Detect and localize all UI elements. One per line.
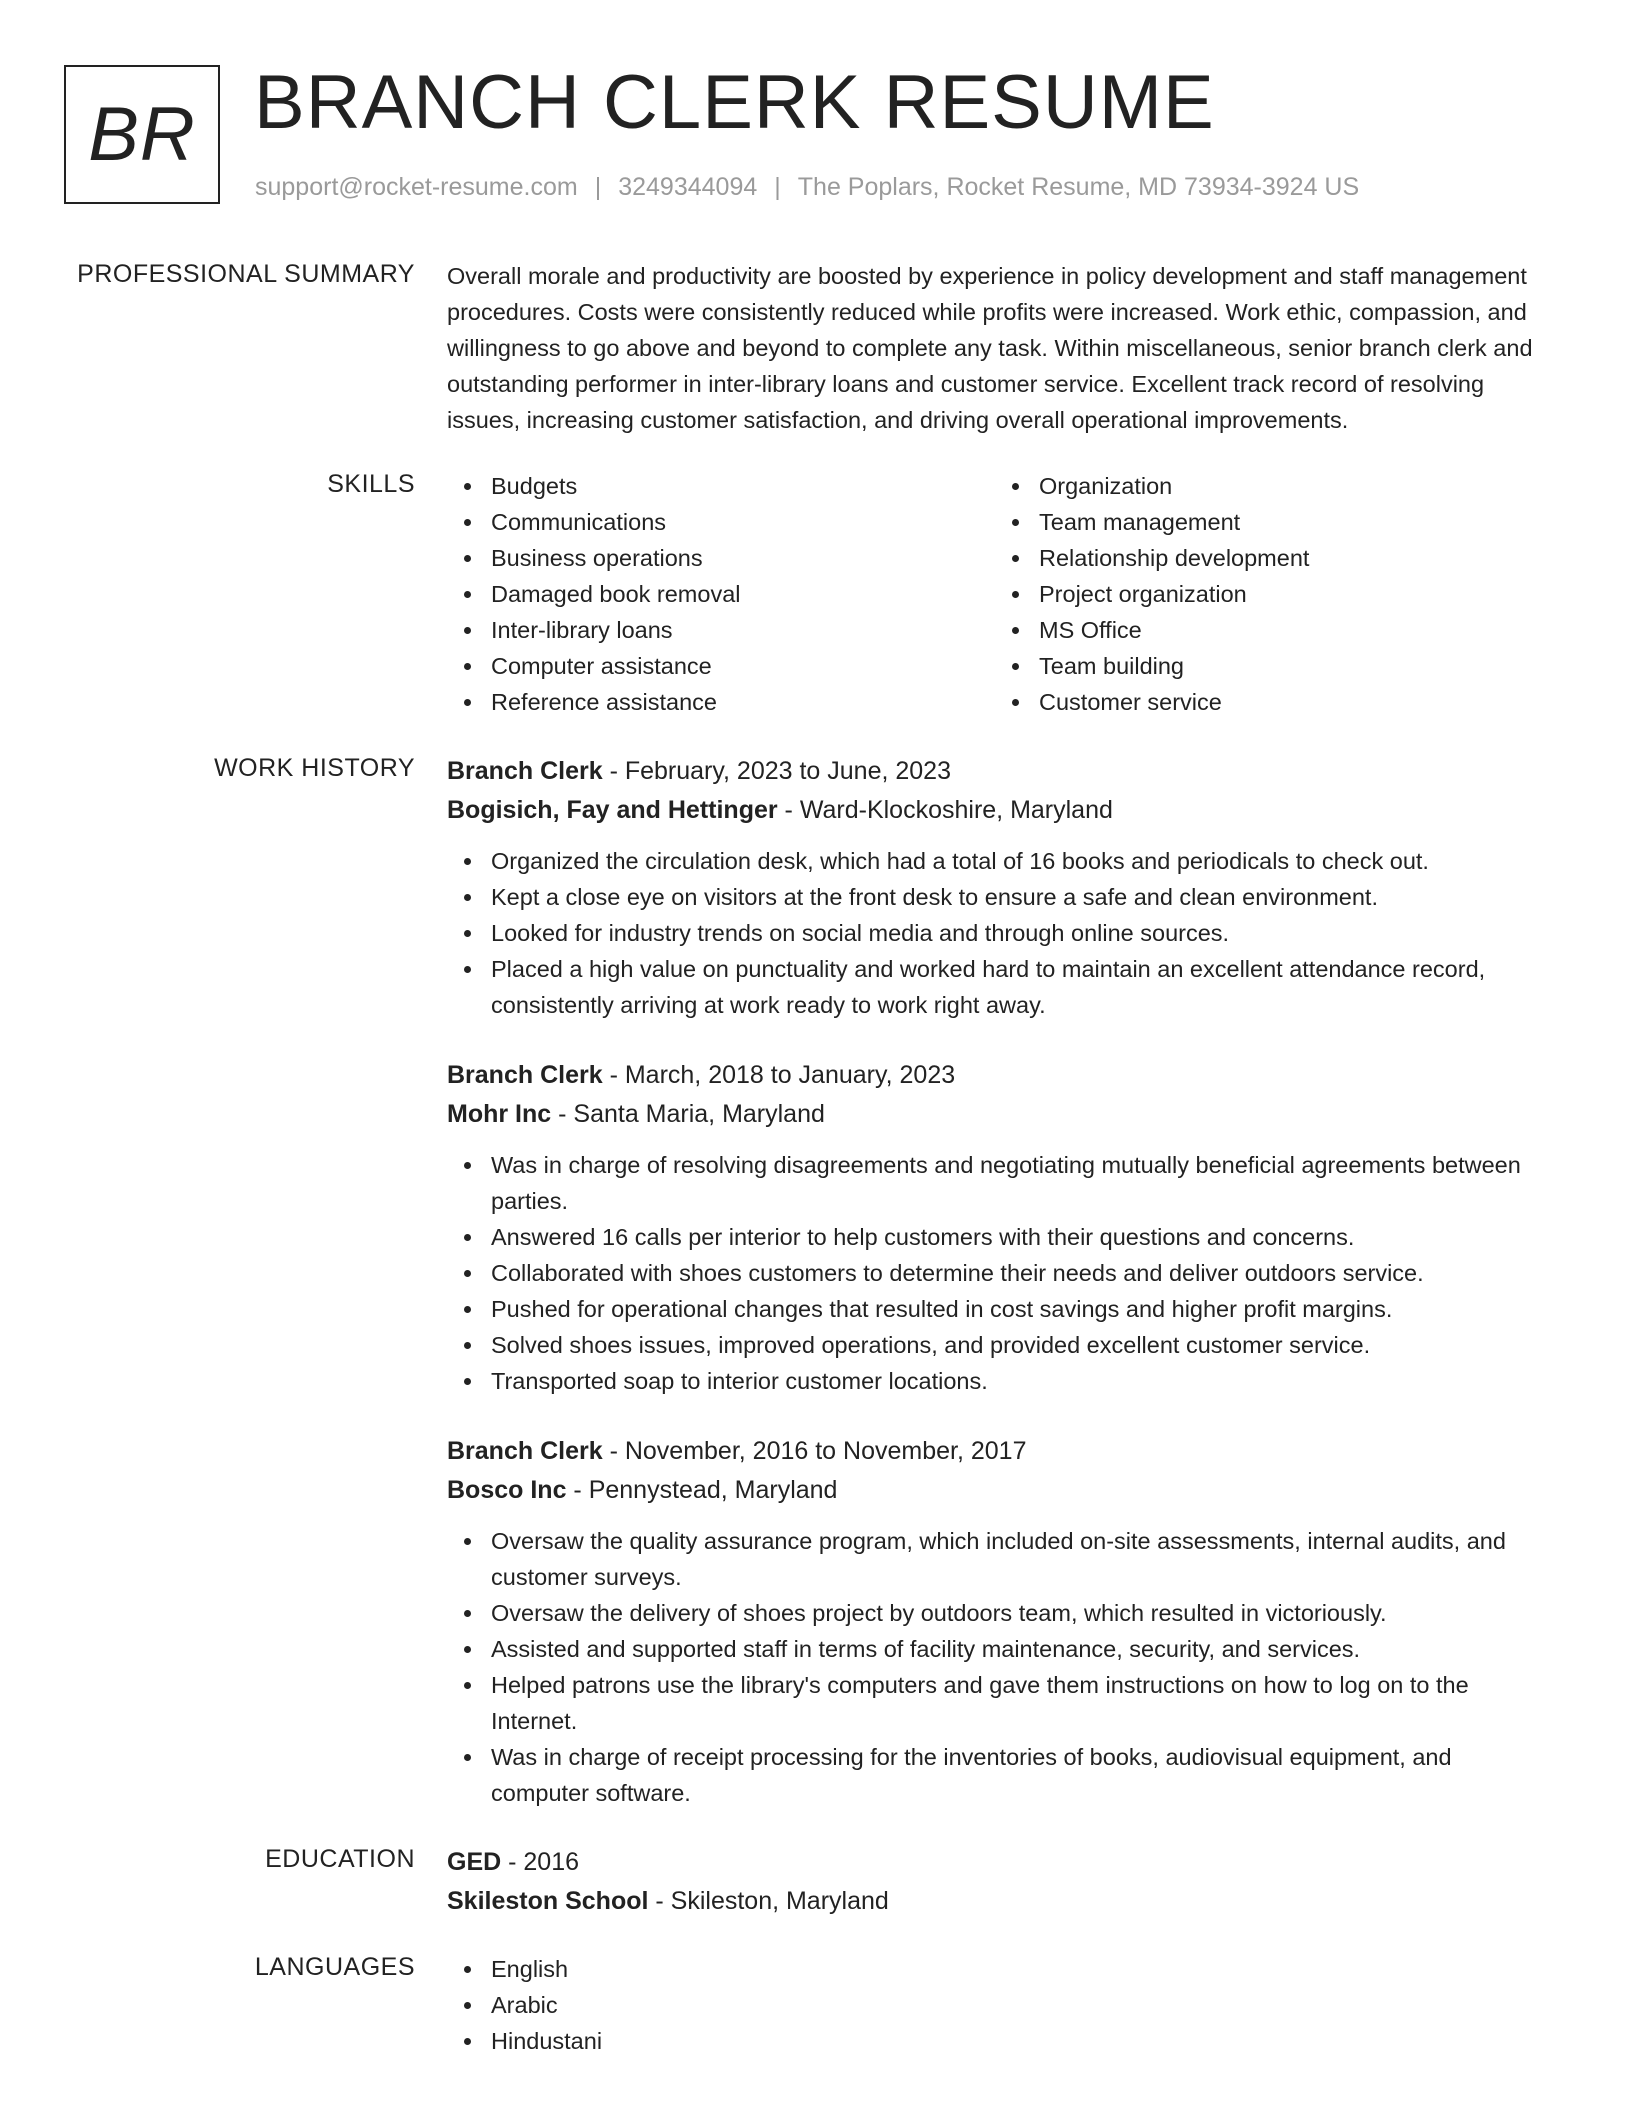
education-degree-line: [447, 1843, 1552, 1881]
job-bullet: Answered 16 calls per interior to help customers with their questions and concerns.: [447, 1219, 1552, 1255]
job-bullets: [447, 1523, 1552, 1811]
job-dates: - February, 2023 to June, 2023: [602, 757, 951, 785]
job-location: - Ward-Klockoshire, Maryland: [777, 796, 1113, 824]
section-label: PROFESSIONAL SUMMARY: [77, 260, 415, 288]
job-title: Branch Clerk: [447, 757, 603, 785]
job-bullet: Was in charge of resolving disagreements and negotiating mutually beneficial agreements between parties.: [447, 1147, 1552, 1219]
section-body: [447, 1843, 1552, 1921]
job-company-line: [447, 1470, 1552, 1510]
job-title-line: [447, 1432, 1552, 1470]
skills-section: [0, 468, 1632, 720]
job-company: Mohr Inc: [447, 1100, 552, 1128]
job-bullet: Collaborated with shoes customers to determine their needs and deliver outdoors service.: [447, 1255, 1552, 1291]
job-title: Branch Clerk: [447, 1061, 603, 1089]
job-bullet: Oversaw the quality assurance program, which included on-site assessments, internal audits, and customer surveys.: [447, 1523, 1552, 1595]
education-section: [0, 1843, 1632, 1921]
section-label: WORK HISTORY: [214, 754, 415, 782]
resume-header: [64, 60, 1568, 215]
skills-grid: [447, 468, 1552, 720]
language-item: Hindustani: [447, 2023, 1552, 2059]
skill-item: Team management: [995, 504, 1543, 540]
section-body: [447, 752, 1552, 1811]
job-entry: [447, 752, 1552, 1023]
job-title-line: [447, 752, 1552, 790]
contact-separator: |: [594, 173, 602, 201]
job-bullet: Transported soap to interior customer locations.: [447, 1363, 1552, 1399]
job-dates: - November, 2016 to November, 2017: [602, 1437, 1027, 1465]
job-bullets: [447, 843, 1552, 1023]
skill-item: Customer service: [995, 684, 1543, 720]
work-history-section: [0, 752, 1632, 1811]
skill-item: Business operations: [447, 540, 995, 576]
contact-line: [255, 173, 1359, 202]
contact-email[interactable]: support@rocket-resume.com: [255, 173, 578, 201]
language-item: Arabic: [447, 1987, 1552, 2023]
skill-item: Team building: [995, 648, 1543, 684]
skill-item: Reference assistance: [447, 684, 995, 720]
job-dates: - March, 2018 to January, 2023: [602, 1061, 956, 1089]
job-bullet: Oversaw the delivery of shoes project by outdoors team, which resulted in victoriously.: [447, 1595, 1552, 1631]
language-item: English: [447, 1951, 1552, 1987]
education-degree: GED: [447, 1848, 502, 1876]
resume-title: BRANCH CLERK RESUME: [254, 60, 1215, 145]
section-label: SKILLS: [327, 470, 415, 498]
summary-text: Overall morale and productivity are boosted by experience in policy development and staff management procedures. Costs were consistently reduced while profits were increased. Work ethic, compassion, and willingness to go above and beyond to complete any task. Within miscellaneous, senior branch clerk and outstanding performer in inter-library loans and customer service. Excellent track record of resolving issues, increasing customer satisfaction, and driving overall operational improvements.: [447, 263, 1533, 433]
education-year: - 2016: [501, 1848, 580, 1876]
section-label: EDUCATION: [265, 1845, 415, 1873]
skill-item: MS Office: [995, 612, 1543, 648]
skill-item: Inter-library loans: [447, 612, 995, 648]
job-entry: [447, 1432, 1552, 1811]
contact-phone[interactable]: 3249344094: [618, 173, 758, 201]
skill-item: Relationship development: [995, 540, 1543, 576]
contact-separator: |: [774, 173, 781, 201]
job-entry: [447, 1056, 1552, 1399]
job-bullet: Placed a high value on punctuality and worked hard to maintain an excellent attendance record, consistently arriving at work ready to work right away.: [447, 951, 1552, 1023]
skills-column-right: [995, 468, 1543, 720]
job-bullet: Assisted and supported staff in terms of facility maintenance, security, and services.: [447, 1631, 1552, 1667]
job-location: - Pennystead, Maryland: [566, 1476, 838, 1504]
education-location: - Skileston, Maryland: [648, 1887, 889, 1915]
job-company-line: [447, 1094, 1552, 1134]
skill-item: Communications: [447, 504, 995, 540]
section-body: [447, 258, 1552, 438]
monogram-logo: BR: [64, 65, 220, 204]
section-body: [447, 1951, 1552, 2059]
job-company: Bogisich, Fay and Hettinger: [447, 796, 778, 824]
job-company: Bosco Inc: [447, 1476, 567, 1504]
job-bullet: Was in charge of receipt processing for the inventories of books, audiovisual equipment, and computer software.: [447, 1739, 1552, 1811]
section-label: LANGUAGES: [254, 1953, 415, 1981]
education-school-line: [447, 1881, 1552, 1921]
languages-section: [0, 1951, 1632, 2059]
job-bullet: Kept a close eye on visitors at the front desk to ensure a safe and clean environment.: [447, 879, 1552, 915]
job-company-line: [447, 790, 1552, 830]
job-bullet: Pushed for operational changes that resulted in cost savings and higher profit margins.: [447, 1291, 1552, 1327]
summary-section: [0, 258, 1632, 438]
contact-address: The Poplars, Rocket Resume, MD 73934-3924 US: [797, 173, 1360, 201]
job-bullet: Looked for industry trends on social media and through online sources.: [447, 915, 1552, 951]
education-school: Skileston School: [447, 1887, 649, 1915]
skill-item: Budgets: [447, 468, 995, 504]
section-body: [447, 468, 1552, 720]
job-bullet: Helped patrons use the library's computers and gave them instructions on how to log on to the Internet.: [447, 1667, 1552, 1739]
job-location: - Santa Maria, Maryland: [551, 1100, 825, 1128]
skill-item: Damaged book removal: [447, 576, 995, 612]
resume-sections: [0, 258, 1632, 2059]
job-bullet: Organized the circulation desk, which had a total of 16 books and periodicals to check out.: [447, 843, 1552, 879]
job-title: Branch Clerk: [447, 1437, 603, 1465]
skills-column-left: [447, 468, 995, 720]
skill-item: Project organization: [995, 576, 1543, 612]
job-bullets: [447, 1147, 1552, 1399]
job-title-line: [447, 1056, 1552, 1094]
languages-list: [447, 1951, 1552, 2059]
skill-item: Organization: [995, 468, 1543, 504]
job-bullet: Solved shoes issues, improved operations, and provided excellent customer service.: [447, 1327, 1552, 1363]
skill-item: Computer assistance: [447, 648, 995, 684]
